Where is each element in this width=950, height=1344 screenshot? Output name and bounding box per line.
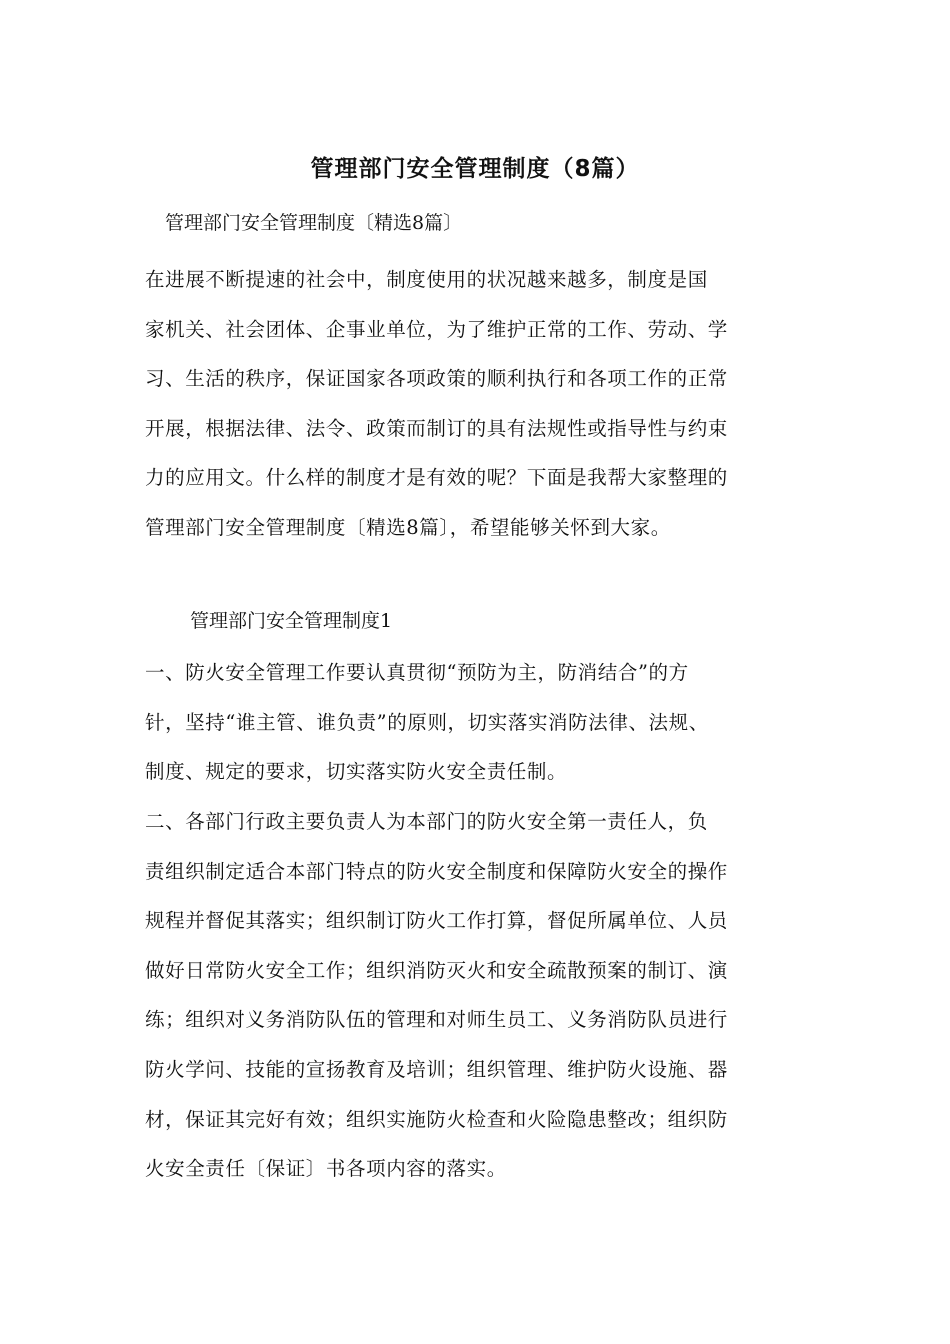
paragraph-line: 责组织制定适合本部门特点的防火安全制度和保障防火安全的操作 (145, 859, 728, 883)
section-heading: 管理部门安全管理制度1 (190, 610, 393, 632)
paragraph-line: 家机关、社会团体、企事业单位，为了维护正常的工作、劳动、学 (145, 317, 728, 341)
paragraph-line: 练；组织对义务消防队伍的管理和对师生员工、义务消防队员进行 (145, 1008, 728, 1032)
paragraph-line: 做好日常防火安全工作；组织消防灭火和安全疏散预案的制订、演 (145, 958, 728, 982)
document-title: 管理部门安全管理制度（8篇） (310, 156, 640, 182)
paragraph-line: 防火学问、技能的宣扬教育及培训；组织管理、维护防火设施、器 (145, 1057, 728, 1081)
paragraph-line: 材，保证其完好有效；组织实施防火检查和火险隐患整改；组织防 (145, 1107, 728, 1131)
item-one-paragraph (145, 648, 807, 797)
paragraph-line: 规程并督促其落实；组织制订防火工作打算，督促所属单位、人员 (145, 909, 728, 933)
paragraph-line: 管理部门安全管理制度〔精选8篇〕，希望能够关怀到大家。 (145, 515, 671, 539)
paragraph-line: 一、防火安全管理工作要认真贯彻“预防为主，防消结合”的方 (145, 661, 689, 684)
paragraph-line: 在进展不断提速的社会中，制度使用的状况越来越多，制度是国 (145, 268, 708, 291)
paragraph-line: 二、各部门行政主要负责人为本部门的防火安全第一责任人，负 (145, 810, 708, 833)
item-two-paragraph (145, 797, 807, 1194)
paragraph-line: 火安全责任〔保证〕书各项内容的落实。 (145, 1157, 507, 1181)
paragraph-line: 开展，根据法律、法令、政策而制订的具有法规性或指导性与约束 (145, 416, 728, 440)
paragraph-line: 习、生活的秩序，保证国家各项政策的顺利执行和各项工作的正常 (145, 367, 728, 391)
paragraph-line: 针，坚持“谁主管、谁负责”的原则，切实落实消防法律、法规、 (145, 710, 709, 734)
paragraph-line: 力的应用文。什么样的制度才是有效的呢？下面是我帮大家整理的 (145, 466, 728, 490)
document-subtitle: 管理部门安全管理制度〔精选8篇〕 (165, 212, 463, 234)
paragraph-line: 制度、规定的要求，切实落实防火安全责任制。 (145, 760, 568, 784)
intro-paragraph (145, 255, 807, 553)
